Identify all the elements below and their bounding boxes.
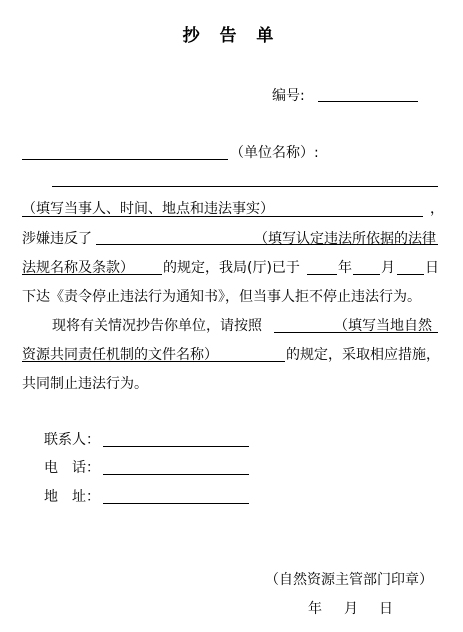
number-label: 编号:	[272, 88, 305, 104]
contact-underline	[103, 446, 249, 447]
regulation-text: 的规定，我局(厅)已于	[163, 260, 300, 276]
day-label: 日	[425, 260, 439, 276]
unit-name-underline	[22, 159, 228, 160]
stop-violation-text: 共同制止违法行为。	[22, 376, 148, 392]
year-label: 年	[338, 260, 352, 276]
phone-underline	[103, 474, 249, 475]
address-label: 地 址：	[44, 489, 100, 505]
violated-text: 涉嫌违反了	[22, 231, 92, 247]
law-note-cont-underline	[22, 274, 162, 275]
mechanism-note-cont-underline	[22, 361, 285, 362]
violation-facts-underline	[22, 216, 423, 217]
mechanism-note: （填写当地自然	[334, 318, 432, 334]
sign-month: 月	[344, 601, 358, 617]
seal-text: （自然资源主管部门印章）	[265, 572, 433, 588]
law-note-cont: 法规名称及条款）	[22, 260, 134, 276]
para1-comma: ，	[430, 201, 444, 217]
day-blank	[397, 274, 424, 275]
violation-facts-note: （填写当事人、时间、地点和违法事实）	[22, 201, 274, 217]
notice-text: 下达《责令停止违法行为通知书》，但当事人拒不停止违法行为。	[22, 289, 421, 305]
unit-name-label: （单位名称）:	[230, 145, 319, 161]
month-label: 月	[381, 260, 395, 276]
para2-text: 现将有关情况抄告你单位，请按照	[52, 318, 262, 334]
para1-top-underline	[52, 186, 438, 187]
contact-label: 联系人：	[44, 432, 100, 448]
document-title: 抄 告 单	[182, 26, 281, 46]
month-blank	[353, 274, 380, 275]
phone-label: 电 话：	[44, 460, 100, 476]
sign-year: 年	[308, 601, 322, 617]
year-blank	[307, 274, 337, 275]
law-note: （填写认定违法所依据的法律	[254, 231, 436, 247]
measures-text: 的规定，采取相应措施，	[286, 347, 440, 363]
mechanism-note-cont: 资源共同责任机制的文件名称）	[22, 347, 218, 363]
sign-day: 日	[379, 601, 393, 617]
address-underline	[103, 503, 249, 504]
number-underline	[318, 101, 418, 102]
